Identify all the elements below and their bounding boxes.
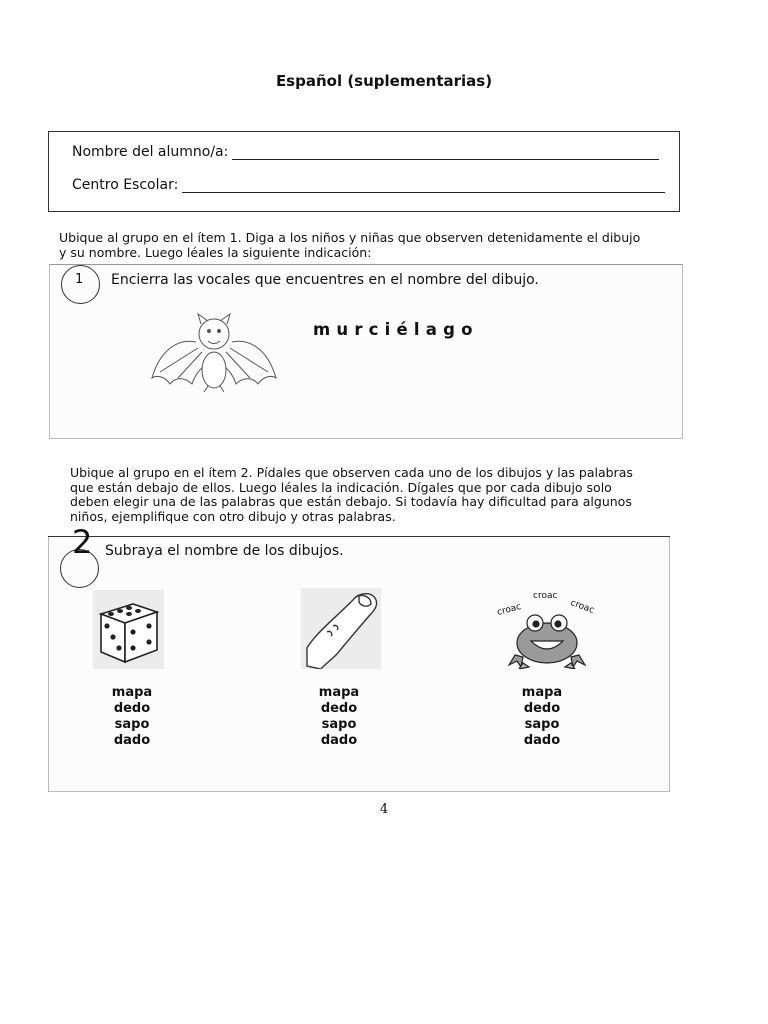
page-number: 4 (379, 802, 389, 817)
item1-box (49, 264, 683, 439)
option-word[interactable]: dado (113, 733, 151, 748)
school-field[interactable] (72, 177, 665, 193)
item2-instructions-line: deben elegir una de las palabras que están debajo. Si todavía hay dificultad para algunos (70, 494, 632, 509)
word-options-frog (502, 685, 582, 749)
item2-instructions-line: niños, ejemplifique con otro dibujo y otras palabras. (70, 508, 396, 524)
item2-top-rule (48, 536, 670, 537)
item1-question: Encierra las vocales que encuentres en el nombre del dibujo. (111, 272, 539, 288)
item2-instructions-line: Ubique al grupo en el ítem 2. Pídales que observen cada uno de los dibujos y las palabras (70, 465, 633, 480)
name-label: Nombre del alumno/a: (72, 144, 229, 160)
frog-caption: croac (533, 591, 558, 601)
option-word[interactable]: mapa (318, 685, 360, 700)
option-word[interactable]: dedo (523, 701, 561, 716)
student-info-box (48, 131, 680, 212)
page-title: Español (suplementarias) (275, 72, 493, 90)
bat-icon (148, 312, 280, 394)
name-field[interactable] (72, 144, 659, 160)
item1-word: murciélago (313, 320, 479, 339)
word-options-dice (92, 685, 172, 749)
item2-question: Subraya el nombre de los dibujos. (105, 543, 344, 559)
word-options-finger (299, 685, 379, 749)
item1-instructions (59, 231, 640, 260)
frog-icon (507, 611, 587, 669)
item2-number: 2 (72, 523, 93, 561)
school-blank-line[interactable] (182, 178, 665, 193)
item2-instructions-line: que están debajo de ellos. Luego léales la indicación. Dígales que por cada dibujo solo (70, 479, 612, 495)
item2-instructions (70, 466, 633, 524)
item1-instructions-line: Ubique al grupo en el ítem 1. Diga a los niños y niñas que observen detenidamente el dibujo (59, 230, 641, 245)
option-word[interactable]: dedo (320, 701, 358, 716)
frog-caption: croac (569, 598, 596, 616)
finger-icon (301, 588, 381, 669)
option-word[interactable]: dado (523, 733, 561, 748)
frog-caption: croac (496, 602, 523, 618)
option-word[interactable]: sapo (114, 717, 150, 732)
dice-icon (93, 590, 164, 669)
school-label: Centro Escolar: (72, 177, 179, 193)
option-word[interactable]: sapo (321, 717, 357, 732)
item1-number: 1 (75, 272, 84, 287)
option-word[interactable]: mapa (111, 685, 153, 700)
option-word[interactable]: mapa (521, 685, 563, 700)
option-word[interactable]: dado (320, 733, 358, 748)
name-blank-line[interactable] (232, 145, 659, 160)
item1-instructions-line: y su nombre. Luego léales la siguiente indicación: (59, 244, 372, 260)
frog-picture (495, 591, 605, 671)
option-word[interactable]: dedo (113, 701, 151, 716)
option-word[interactable]: sapo (524, 717, 560, 732)
